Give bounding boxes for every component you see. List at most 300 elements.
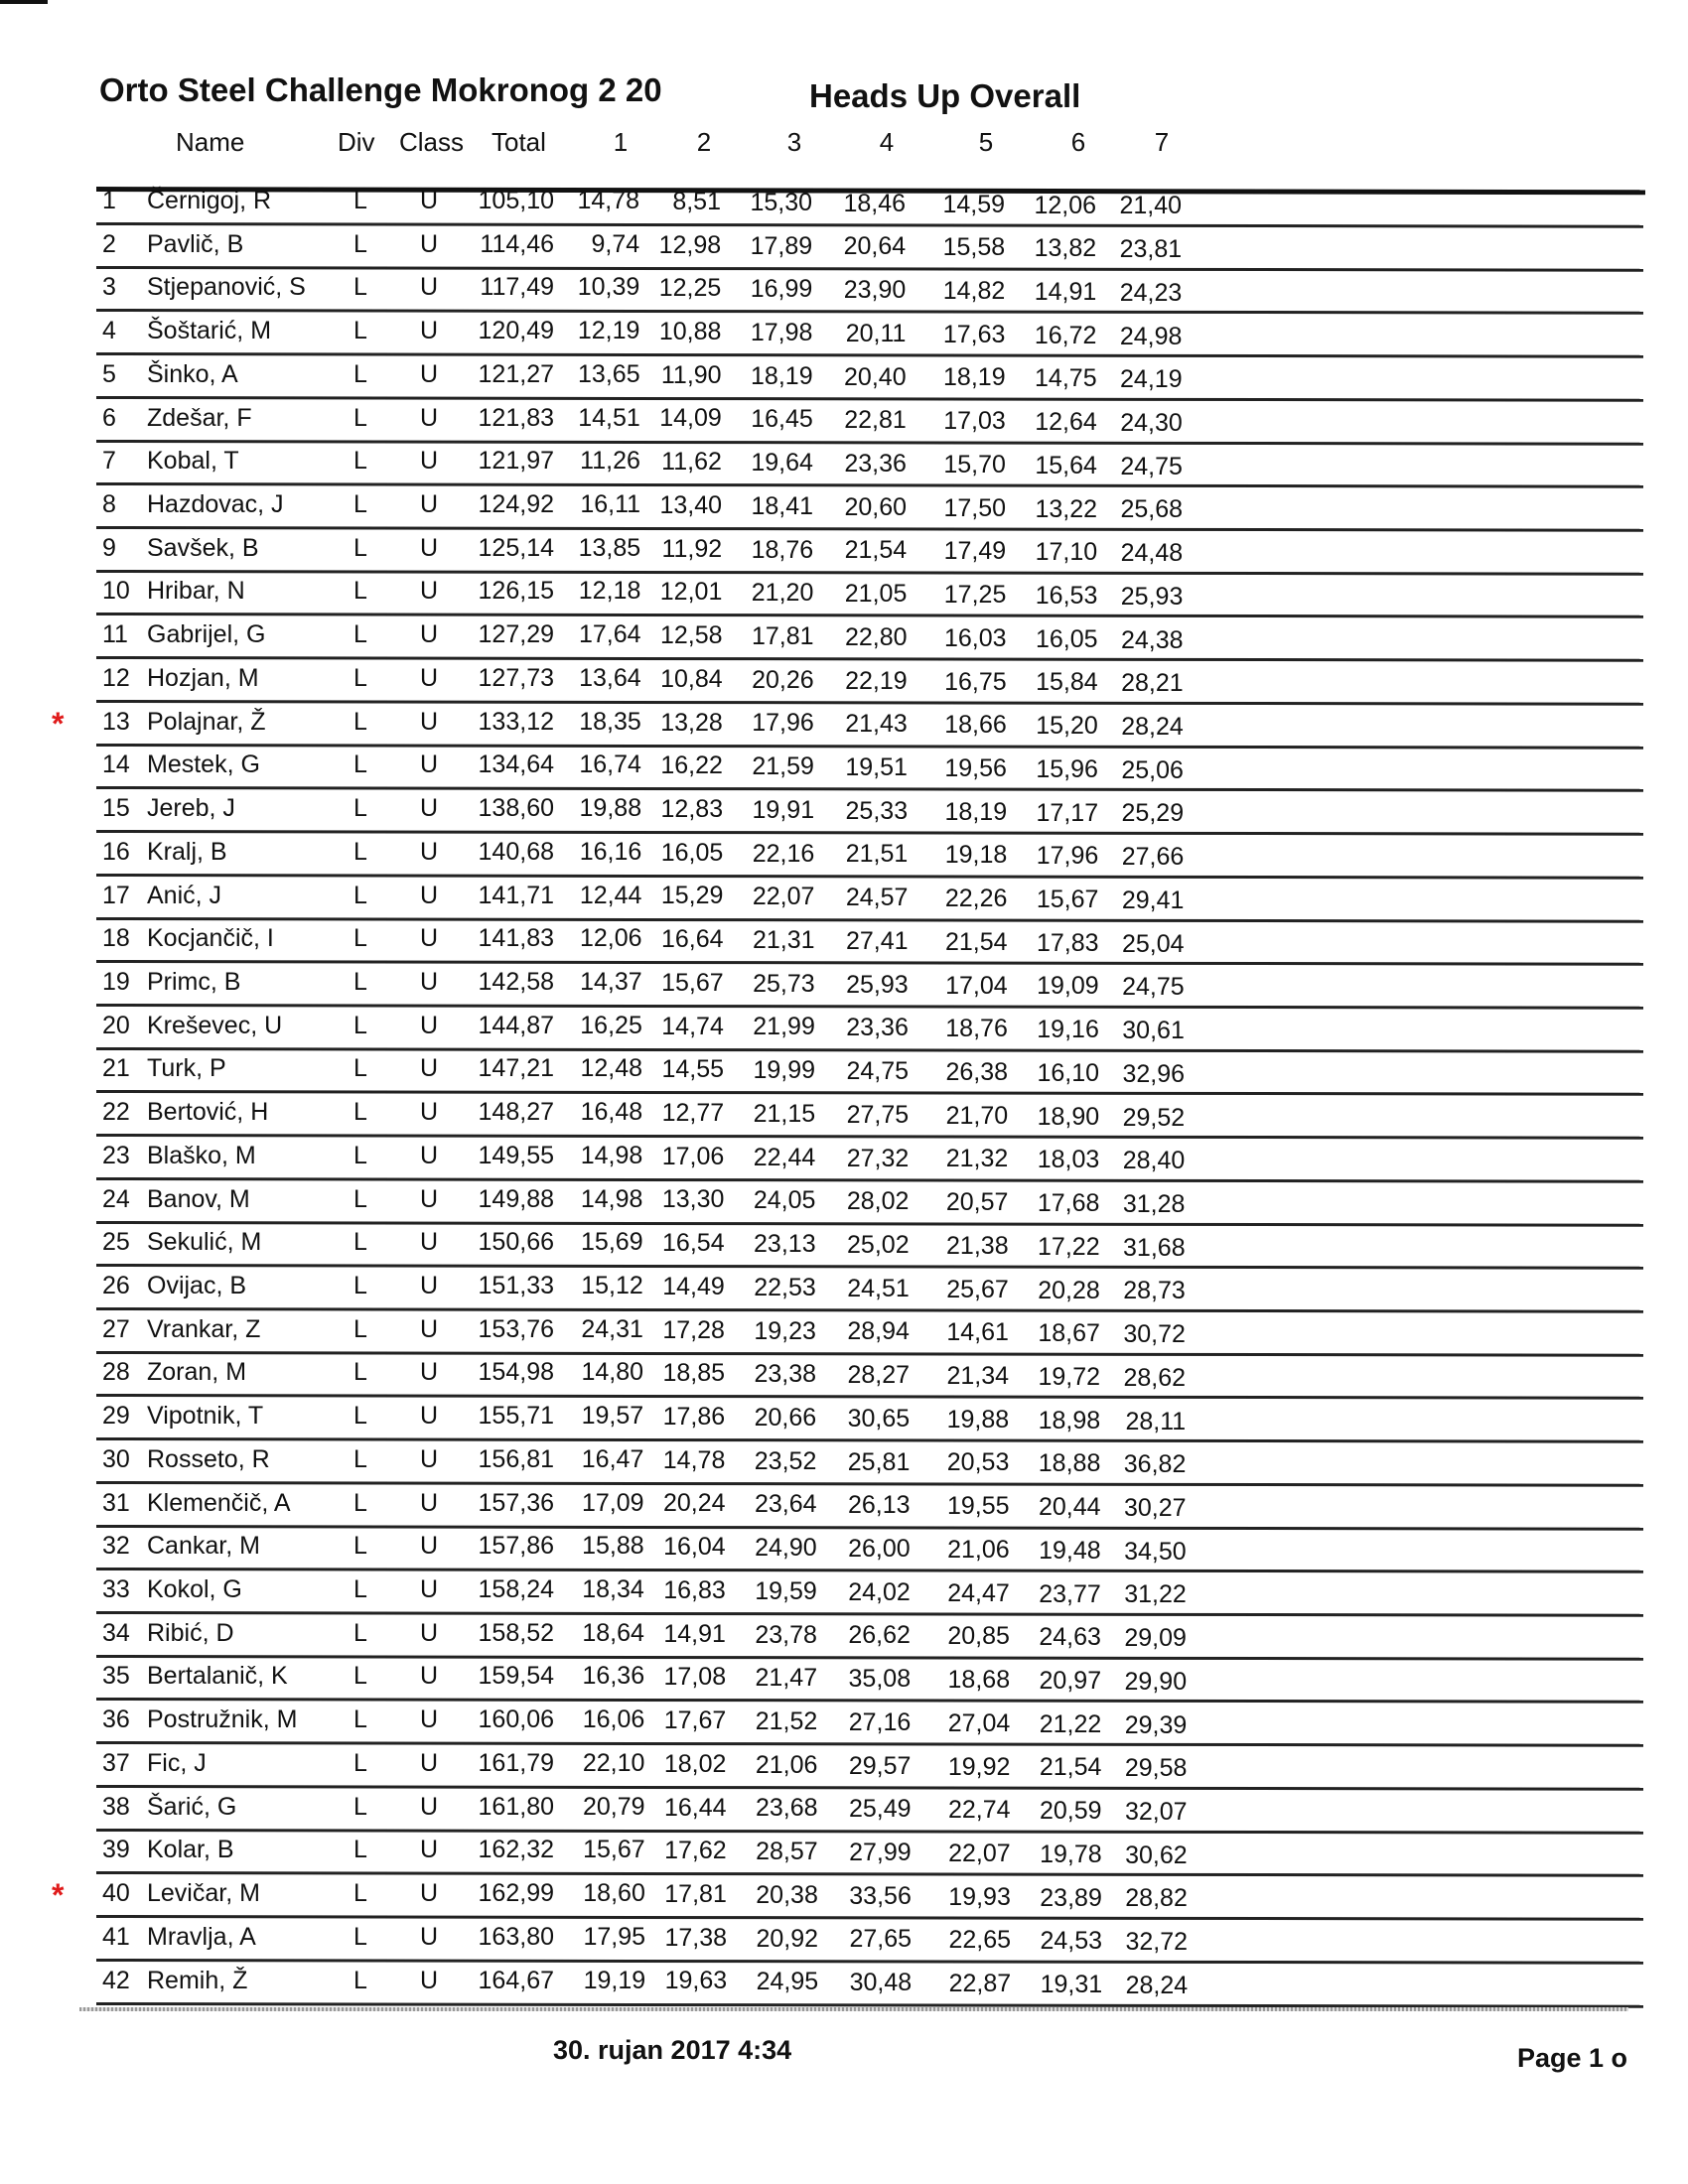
total-cell: 153,76 — [478, 1314, 554, 1343]
total-cell: 124,92 — [478, 490, 554, 519]
stage-3-cell: 24,95 — [756, 1968, 819, 1996]
total-cell: 141,71 — [478, 881, 554, 909]
stage-6-cell: 18,90 — [1037, 1102, 1100, 1131]
stage-5-cell: 18,68 — [947, 1666, 1011, 1695]
stage-3-cell: 17,98 — [750, 318, 813, 346]
stage-4-cell: 25,49 — [848, 1795, 912, 1824]
class-cell: U — [420, 229, 439, 258]
stage-3-cell: 21,15 — [753, 1099, 816, 1128]
stage-6-cell: 17,22 — [1038, 1232, 1100, 1261]
stage-7-cell: 31,28 — [1122, 1189, 1186, 1218]
division-cell: L — [353, 1748, 367, 1777]
total-cell: 149,55 — [478, 1141, 554, 1169]
total-cell: 147,21 — [478, 1054, 554, 1083]
stage-7-cell: 28,62 — [1123, 1363, 1187, 1392]
stage-2-cell: 18,85 — [662, 1359, 726, 1388]
competitor-name-cell: Ovijac, B — [147, 1272, 247, 1299]
competitor-name-cell: Jereb, J — [147, 794, 235, 823]
division-cell: L — [353, 577, 367, 606]
class-cell: U — [420, 1098, 439, 1127]
table-row — [0, 1792, 1688, 1836]
total-cell: 154,98 — [478, 1358, 554, 1387]
stage-5-cell: 19,55 — [946, 1492, 1010, 1521]
class-cell: U — [420, 359, 439, 388]
stage-2-cell: 14,91 — [663, 1619, 726, 1648]
total-cell: 160,06 — [478, 1706, 554, 1734]
competitor-name-cell: Banov, M — [147, 1184, 250, 1213]
stage-4-cell: 22,80 — [844, 622, 908, 651]
rank-cell: 21 — [102, 1054, 130, 1083]
stage-7-cell: 24,48 — [1120, 539, 1184, 568]
class-cell: U — [420, 1444, 439, 1473]
table-row — [0, 446, 1688, 489]
stage-6-cell: 13,22 — [1035, 494, 1098, 523]
total-cell: 151,33 — [478, 1272, 554, 1299]
stage-7-cell: 21,40 — [1119, 192, 1182, 220]
stage-4-cell: 23,90 — [843, 276, 907, 305]
division-cell: L — [353, 1618, 367, 1647]
stage-5-cell: 17,04 — [945, 971, 1008, 1000]
class-cell: U — [420, 1314, 439, 1343]
stage-4-cell: 21,51 — [845, 840, 909, 869]
competitor-name-cell: Kocjančič, I — [147, 924, 274, 953]
total-cell: 161,79 — [478, 1748, 554, 1777]
row-divider — [96, 1004, 1643, 1010]
stage-5-cell: 21,34 — [946, 1362, 1010, 1391]
stage-3-cell: 21,99 — [753, 1013, 815, 1041]
stage-3-cell: 20,92 — [756, 1924, 818, 1953]
stage-1-cell: 11,26 — [580, 447, 640, 476]
rank-cell: 11 — [102, 620, 128, 649]
stage-3-cell: 22,16 — [752, 839, 815, 868]
competitor-name-cell: Levičar, M — [147, 1879, 260, 1908]
row-divider — [96, 1525, 1643, 1531]
row-divider — [96, 1394, 1643, 1400]
class-cell: U — [420, 1792, 439, 1821]
rank-cell: 2 — [102, 229, 116, 258]
stage-7-cell: 28,40 — [1122, 1147, 1186, 1175]
stage-1-cell: 16,11 — [580, 490, 641, 519]
row-divider — [96, 917, 1643, 923]
stage-7-cell: 27,66 — [1121, 843, 1185, 872]
stage-5-cell: 19,93 — [948, 1882, 1011, 1911]
stage-2-cell: 16,64 — [660, 925, 724, 954]
stage-7-cell: 36,82 — [1123, 1450, 1187, 1479]
stage-4-cell: 21,05 — [844, 580, 908, 609]
division-cell: L — [353, 1575, 367, 1604]
stage-4-cell: 25,81 — [847, 1447, 911, 1476]
class-cell: U — [420, 1272, 439, 1299]
class-cell: U — [420, 620, 439, 649]
competitor-name-cell: Turk, P — [147, 1054, 226, 1083]
stage-4-cell: 26,00 — [848, 1535, 911, 1563]
table-row — [0, 1748, 1688, 1792]
class-cell: U — [420, 1966, 439, 1994]
competitor-name-cell: Kralj, B — [147, 837, 227, 866]
stage-3-cell: 18,76 — [751, 535, 814, 564]
competitor-name-cell: Hribar, N — [147, 577, 245, 606]
stage-1-cell: 18,64 — [582, 1618, 644, 1647]
stage-4-cell: 18,46 — [843, 189, 906, 217]
total-cell: 121,83 — [478, 403, 554, 432]
row-divider — [96, 352, 1643, 358]
division-cell: L — [353, 1098, 367, 1127]
stage-2-cell: 17,06 — [661, 1142, 725, 1170]
stage-3-cell: 19,91 — [752, 795, 815, 824]
stage-4-cell: 27,32 — [846, 1144, 910, 1172]
stage-3-cell: 23,38 — [754, 1360, 817, 1389]
competitor-name-cell: Zdešar, F — [147, 403, 252, 432]
class-cell: U — [420, 837, 439, 866]
division-cell: L — [353, 1879, 367, 1908]
row-divider — [96, 1047, 1643, 1053]
rank-cell: 40 — [102, 1879, 130, 1908]
column-header-stage-1: 1 — [613, 127, 629, 157]
scan-corner-mark — [0, 0, 48, 4]
row-divider — [96, 1090, 1643, 1096]
stage-4-cell: 24,57 — [845, 884, 909, 912]
stage-5-cell: 16,75 — [944, 667, 1007, 696]
stage-3-cell: 16,99 — [750, 275, 813, 304]
stage-6-cell: 17,68 — [1037, 1189, 1100, 1218]
stage-6-cell: 15,67 — [1036, 886, 1099, 914]
row-divider — [96, 613, 1643, 618]
footer-page-number: Page 1 o — [1517, 2043, 1628, 2073]
division-cell: L — [353, 1444, 367, 1473]
stage-7-cell: 24,30 — [1120, 408, 1183, 437]
total-cell: 144,87 — [478, 1011, 554, 1039]
stage-2-cell: 18,02 — [663, 1749, 727, 1778]
stage-1-cell: 20,79 — [582, 1792, 645, 1821]
stage-3-cell: 28,57 — [756, 1838, 818, 1866]
total-cell: 134,64 — [478, 751, 554, 779]
row-divider — [96, 1655, 1643, 1661]
row-divider — [96, 1871, 1643, 1877]
stage-3-cell: 19,59 — [755, 1576, 817, 1605]
division-cell: L — [353, 1228, 367, 1257]
table-row — [0, 793, 1688, 837]
stage-7-cell: 23,81 — [1119, 235, 1183, 264]
competitor-name-cell: Šarić, G — [147, 1792, 237, 1821]
stage-7-cell: 25,93 — [1120, 582, 1184, 611]
competitor-name-cell: Anić, J — [147, 881, 222, 909]
stage-7-cell: 30,27 — [1123, 1493, 1187, 1522]
stage-5-cell: 25,67 — [946, 1275, 1009, 1303]
stage-3-cell: 23,52 — [754, 1446, 817, 1475]
table-row — [0, 1053, 1688, 1097]
competitor-name-cell: Kobal, T — [147, 447, 239, 476]
stage-6-cell: 15,20 — [1036, 712, 1098, 741]
stage-7-cell: 29,39 — [1124, 1710, 1188, 1739]
competitor-name-cell: Vipotnik, T — [147, 1402, 264, 1431]
stage-5-cell: 18,66 — [944, 711, 1007, 740]
row-divider — [96, 1221, 1643, 1227]
stage-6-cell: 19,78 — [1040, 1840, 1102, 1868]
stage-6-cell: 15,96 — [1036, 754, 1098, 783]
stage-3-cell: 15,30 — [750, 188, 812, 216]
stage-1-cell: 15,69 — [581, 1228, 643, 1257]
stage-5-cell: 17,50 — [943, 493, 1007, 522]
competitor-name-cell: Vrankar, Z — [147, 1314, 261, 1343]
stage-4-cell: 28,94 — [847, 1317, 910, 1346]
stage-6-cell: 15,64 — [1035, 451, 1097, 479]
stage-6-cell: 16,05 — [1035, 624, 1098, 653]
stage-5-cell: 22,74 — [947, 1796, 1011, 1825]
stage-2-cell: 17,28 — [662, 1315, 725, 1344]
stage-2-cell: 16,05 — [660, 838, 724, 867]
stage-5-cell: 19,88 — [946, 1405, 1010, 1433]
stage-7-cell: 28,82 — [1125, 1884, 1188, 1913]
stage-2-cell: 8,51 — [672, 187, 721, 215]
stage-6-cell: 15,84 — [1036, 668, 1098, 697]
stage-3-cell: 21,52 — [755, 1706, 818, 1735]
row-divider — [96, 1481, 1643, 1487]
stage-1-cell: 14,37 — [580, 967, 642, 996]
division-cell: L — [353, 317, 367, 345]
stage-4-cell: 23,36 — [846, 1014, 909, 1042]
table-row — [0, 489, 1688, 533]
table-row — [0, 1401, 1688, 1444]
stage-6-cell: 20,59 — [1039, 1797, 1102, 1826]
stage-4-cell: 27,41 — [845, 926, 909, 955]
stage-5-cell: 15,58 — [942, 233, 1006, 262]
division-cell: L — [353, 533, 367, 562]
class-cell: U — [420, 403, 439, 432]
table-row — [0, 1314, 1688, 1358]
class-cell: U — [420, 794, 439, 823]
stage-7-cell: 24,75 — [1122, 973, 1185, 1002]
total-cell: 142,58 — [478, 967, 554, 996]
rank-cell: 9 — [102, 533, 116, 562]
table-row — [0, 881, 1688, 924]
stage-2-cell: 14,74 — [661, 1012, 724, 1040]
rank-cell: 10 — [102, 577, 130, 606]
table-row — [0, 272, 1688, 316]
rank-cell: 36 — [102, 1706, 130, 1734]
stage-2-cell: 17,67 — [663, 1706, 727, 1735]
table-row — [0, 1141, 1688, 1184]
rank-cell: 28 — [102, 1358, 130, 1387]
stage-1-cell: 14,51 — [578, 403, 640, 432]
stage-4-cell: 27,75 — [846, 1100, 910, 1129]
stage-5-cell: 27,04 — [947, 1708, 1011, 1737]
stage-2-cell: 11,92 — [661, 534, 723, 563]
stage-5-cell: 16,03 — [943, 623, 1007, 652]
stage-1-cell: 16,47 — [581, 1444, 644, 1473]
stage-4-cell: 26,62 — [848, 1621, 911, 1650]
column-header-class: Class — [399, 127, 465, 157]
stage-1-cell: 17,95 — [583, 1922, 645, 1951]
class-cell: U — [420, 1488, 439, 1517]
stage-2-cell: 15,29 — [660, 882, 724, 910]
stage-7-cell: 30,72 — [1123, 1320, 1186, 1349]
stage-3-cell: 23,78 — [755, 1620, 817, 1649]
table-row — [0, 1011, 1688, 1054]
rank-cell: 7 — [102, 447, 116, 476]
table-row — [0, 750, 1688, 793]
division-cell: L — [353, 967, 367, 996]
stage-3-cell: 17,81 — [751, 621, 814, 650]
table-row — [0, 533, 1688, 577]
row-divider — [96, 222, 1643, 228]
stage-3-cell: 17,89 — [750, 231, 813, 260]
stage-4-cell: 21,43 — [845, 710, 908, 739]
total-cell: 120,49 — [478, 317, 554, 345]
stage-2-cell: 11,62 — [661, 448, 722, 477]
stage-1-cell: 12,48 — [580, 1054, 642, 1083]
stage-3-cell: 16,45 — [751, 405, 813, 434]
rank-cell: 29 — [102, 1402, 130, 1431]
row-divider — [96, 1351, 1643, 1357]
rank-cell: 15 — [102, 794, 130, 823]
row-divider — [96, 656, 1643, 662]
stage-7-cell: 24,19 — [1120, 365, 1183, 394]
total-cell: 125,14 — [478, 533, 554, 562]
class-cell: U — [420, 967, 439, 996]
stage-3-cell: 20,66 — [754, 1403, 817, 1432]
stage-3-cell: 20,38 — [756, 1880, 818, 1909]
row-divider — [96, 830, 1643, 836]
column-header-total: Total — [492, 127, 546, 157]
competitor-name-cell: Rosseto, R — [147, 1444, 270, 1473]
stage-2-cell: 17,08 — [663, 1663, 727, 1692]
stage-2-cell: 10,88 — [658, 318, 722, 346]
stage-2-cell: 16,44 — [663, 1793, 727, 1822]
stage-1-cell: 16,16 — [579, 837, 642, 866]
rank-cell: 17 — [102, 881, 130, 909]
division-cell: L — [353, 881, 367, 909]
total-cell: 156,81 — [478, 1444, 554, 1473]
stage-7-cell: 24,38 — [1120, 625, 1184, 654]
stage-1-cell: 19,88 — [579, 794, 642, 823]
division-cell: L — [353, 1054, 367, 1083]
stage-2-cell: 16,83 — [663, 1575, 726, 1604]
stage-4-cell: 26,13 — [847, 1491, 911, 1520]
row-divider — [96, 396, 1643, 402]
table-row — [0, 1271, 1688, 1314]
stage-1-cell: 24,31 — [581, 1314, 643, 1343]
stage-3-cell: 20,26 — [752, 665, 814, 694]
rank-cell: 8 — [102, 490, 116, 519]
stage-6-cell: 19,48 — [1039, 1536, 1101, 1565]
rank-cell: 22 — [102, 1098, 130, 1127]
competitor-name-cell: Klemenčič, A — [147, 1488, 291, 1517]
stage-1-cell: 17,64 — [578, 620, 641, 649]
row-divider — [96, 960, 1643, 966]
class-cell: U — [420, 1748, 439, 1777]
stage-4-cell: 27,99 — [849, 1839, 912, 1867]
stage-2-cell: 16,22 — [660, 751, 723, 780]
rank-cell: 33 — [102, 1575, 130, 1604]
document-title: Orto Steel Challenge Mokronog 2 20 — [99, 71, 662, 108]
stage-6-cell: 17,96 — [1036, 842, 1099, 871]
division-cell: L — [353, 1488, 367, 1517]
stage-1-cell: 9,74 — [591, 229, 640, 258]
class-cell: U — [420, 881, 439, 909]
row-divider — [96, 1568, 1643, 1573]
stage-4-cell: 25,33 — [845, 796, 909, 825]
total-cell: 157,86 — [478, 1532, 554, 1561]
stage-4-cell: 20,40 — [844, 362, 907, 391]
class-cell: U — [420, 1618, 439, 1647]
rank-cell: 31 — [102, 1488, 130, 1517]
stage-2-cell: 14,09 — [659, 404, 722, 433]
class-cell: U — [420, 707, 439, 736]
rank-cell: 39 — [102, 1836, 130, 1864]
column-header-name: Name — [176, 127, 245, 157]
stage-4-cell: 28,02 — [846, 1187, 910, 1216]
rank-cell: 30 — [102, 1444, 130, 1473]
rank-cell: 41 — [102, 1922, 130, 1951]
table-row — [0, 1878, 1688, 1922]
division-cell: L — [353, 403, 367, 432]
stage-7-cell: 29,58 — [1124, 1754, 1188, 1783]
stage-5-cell: 24,47 — [947, 1578, 1010, 1607]
stage-5-cell: 17,25 — [943, 581, 1007, 610]
stage-7-cell: 25,29 — [1121, 799, 1185, 828]
rank-cell: 24 — [102, 1184, 130, 1213]
total-cell: 162,99 — [478, 1879, 554, 1908]
stage-7-cell: 24,98 — [1119, 322, 1183, 350]
competitor-name-cell: Remih, Ž — [147, 1966, 248, 1994]
total-cell: 133,12 — [478, 707, 554, 736]
table-row — [0, 1357, 1688, 1401]
total-cell: 114,46 — [480, 229, 554, 258]
class-cell: U — [420, 273, 439, 302]
class-cell: U — [420, 1184, 439, 1213]
stage-6-cell: 19,09 — [1037, 972, 1099, 1001]
stage-2-cell: 17,86 — [662, 1403, 726, 1432]
competitor-name-cell: Primc, B — [147, 967, 241, 996]
division-cell: L — [353, 1358, 367, 1387]
table-row — [0, 1661, 1688, 1705]
class-cell: U — [420, 663, 439, 692]
division-cell: L — [353, 663, 367, 692]
division-cell: L — [353, 490, 367, 519]
column-header-stage-4: 4 — [879, 127, 895, 157]
competitor-name-cell: Černigoj, R — [147, 187, 272, 214]
stage-5-cell: 19,18 — [944, 841, 1008, 870]
table-row — [0, 403, 1688, 447]
stage-5-cell: 18,76 — [945, 1015, 1008, 1043]
rank-cell: 5 — [102, 359, 116, 388]
stage-7-cell: 30,62 — [1125, 1841, 1188, 1869]
stage-4-cell: 20,11 — [845, 319, 907, 347]
footer-divider — [79, 2007, 1628, 2011]
stage-3-cell: 19,23 — [754, 1316, 816, 1345]
rank-cell: 42 — [102, 1966, 130, 1994]
stage-4-cell: 19,51 — [845, 753, 908, 782]
stage-3-cell: 18,41 — [751, 491, 814, 520]
row-divider — [96, 1959, 1643, 1965]
stage-4-cell: 35,08 — [848, 1665, 912, 1694]
competitor-name-cell: Kokol, G — [147, 1575, 242, 1604]
row-divider — [96, 700, 1643, 706]
stage-5-cell: 19,56 — [944, 753, 1007, 782]
division-cell: L — [353, 1011, 367, 1039]
division-cell: L — [353, 751, 367, 779]
class-cell: U — [420, 924, 439, 953]
stage-5-cell: 22,26 — [944, 885, 1008, 913]
stage-2-cell: 12,98 — [658, 230, 722, 259]
table-row — [0, 1488, 1688, 1532]
stage-1-cell: 12,06 — [579, 924, 642, 953]
competitor-name-cell: Zoran, M — [147, 1358, 247, 1387]
rank-cell: 3 — [102, 273, 116, 302]
competitor-name-cell: Šinko, A — [147, 359, 238, 388]
division-cell: L — [353, 1966, 367, 1994]
stage-4-cell: 21,54 — [844, 536, 908, 565]
